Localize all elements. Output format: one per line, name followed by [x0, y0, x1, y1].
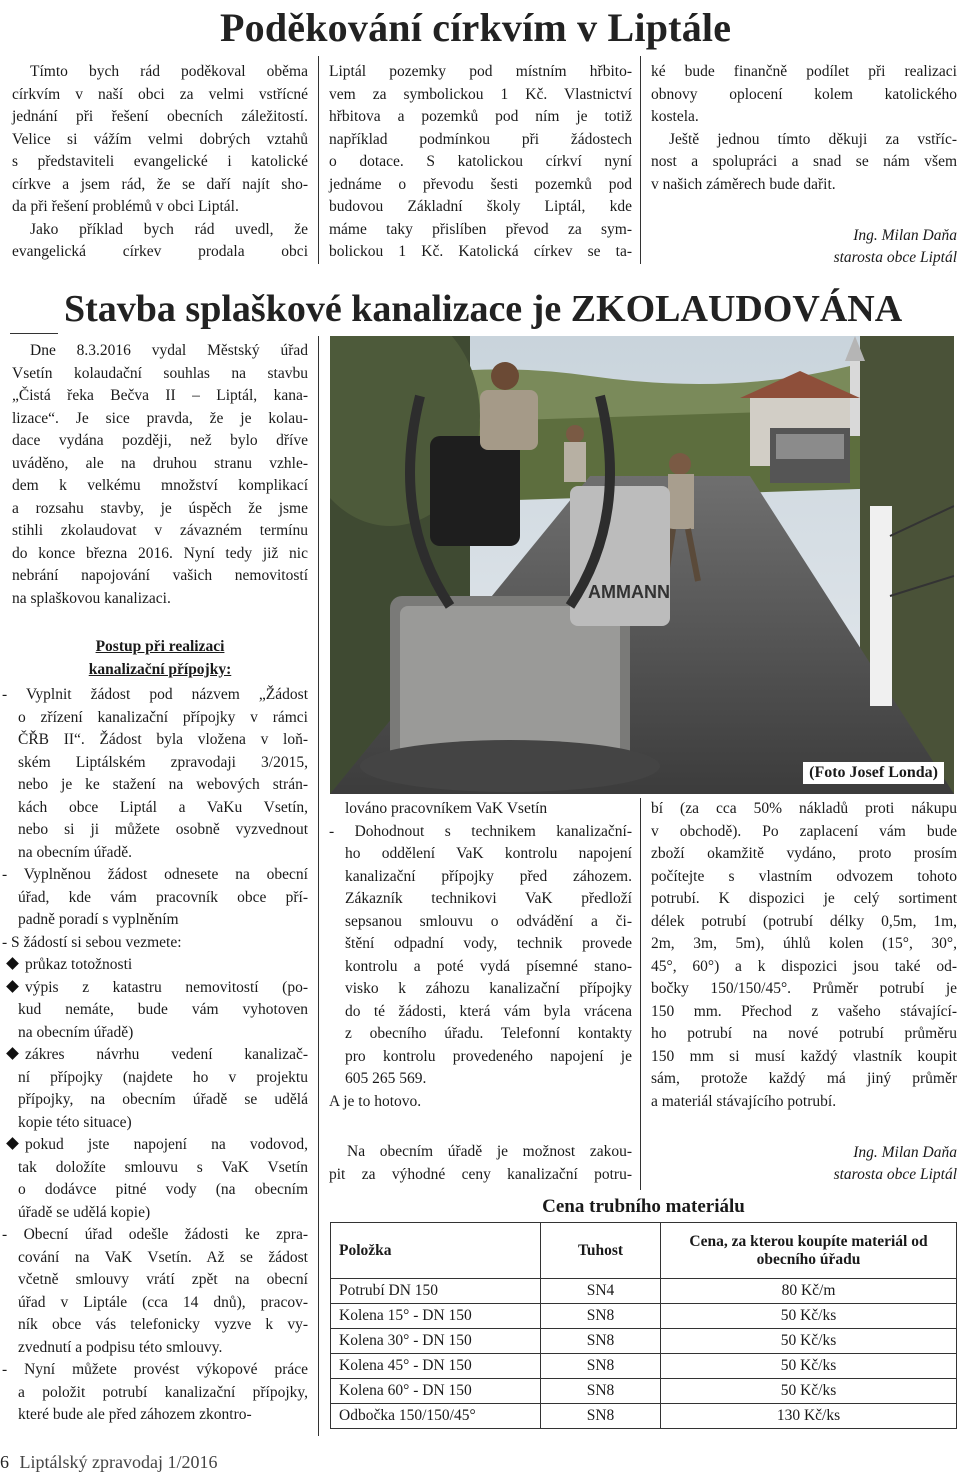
column-header-stiffness: Tuhost [541, 1223, 661, 1279]
text-line: Liptál pozemky pod místním hřbito- [329, 63, 632, 80]
text-line: do té žádosti, která vám byla vrácena [345, 1002, 632, 1020]
article1-col3 [651, 61, 957, 196]
text-line [2, 1044, 308, 1067]
text-line: ní přípojky (najdete ho v projektu [18, 1068, 308, 1086]
signature-role: starosta obce Liptál [833, 249, 957, 266]
text-line: 45°, 60°) a k dispozici jsou také od- [651, 957, 957, 975]
text-line: jednání při řešení obecních záležitostí. [12, 108, 308, 125]
article2-intro [12, 340, 308, 610]
bullet-text: průkaz totožnosti [25, 956, 133, 973]
text-line: lováno pracovníkem VaK Vsetín [345, 800, 548, 817]
text-line: s představiteli evangelické i katolické [12, 153, 308, 170]
table-row [331, 1329, 957, 1354]
text-line: církve a jsem rád, že se daří najít sho- [12, 175, 308, 193]
text-line: vem za symbolickou 1 Kč. Vlastnictví [329, 85, 632, 103]
bullet-text: pokud jste napojení na vodovod, [25, 1136, 308, 1153]
cell-item: Kolena 30° - DN 150 [331, 1329, 541, 1354]
bullet-item [2, 954, 308, 977]
text-line: - Vyplněnou žádost odnesete na obecní [2, 866, 308, 883]
table-row [331, 1379, 957, 1404]
text-line: pro kontrolu provedeného napojení je [345, 1047, 632, 1065]
procedure-heading-line: Postup při realizaci [95, 638, 225, 655]
text-line: v obchodě). Po zaplacení vám bude [651, 822, 957, 840]
article1-title: Poděkování církvím v Liptále [220, 5, 732, 50]
text-line: A je to hotovo. [329, 1092, 422, 1110]
cell-item: Potrubí DN 150 [331, 1279, 541, 1304]
cell-price: 50 Kč/ks [661, 1329, 957, 1354]
text-line: kách obce Liptál a VaKu Vsetín, [18, 798, 308, 816]
text-line: štění odpadní vody, technik provede [345, 935, 632, 952]
text-line: 605 265 569. [345, 1070, 427, 1087]
text-line: nebo je ke stažení na webových strán- [18, 776, 308, 793]
signature-role: starosta obce Liptál [833, 1166, 957, 1183]
text-line: ké bude finančně podílet při realizaci [651, 63, 957, 80]
cell-stiffness: SN8 [541, 1304, 661, 1329]
cell-stiffness: SN8 [541, 1379, 661, 1404]
cell-stiffness: SN8 [541, 1404, 661, 1429]
text-line: církvím v naší obci za velmi vstřícné [12, 85, 308, 103]
bullet-item [2, 1134, 308, 1224]
text-line: úřadě se udělá kopie) [18, 1203, 151, 1221]
table-row [331, 1304, 957, 1329]
column-divider [318, 336, 319, 1436]
text-line: a rozsahu stavby, je úspěch že jsme [12, 499, 308, 517]
price-table-title: Cena trubního materiálu [542, 1196, 745, 1217]
text-line: pit za výhodné ceny kanalizační potru- [329, 1165, 632, 1183]
text-line: sám, protože každý má jiný průměr [651, 1070, 957, 1087]
text-line: uváděno, ale na druhou stranu vzhle- [12, 454, 308, 472]
column-header-price: Cena, za kterou koupíte materiál od obecního úřadu [661, 1223, 957, 1279]
photo-credit: (Foto Josef Londa) [803, 762, 944, 784]
text-line: kud nemáte, bude vám vyhotoven [18, 1001, 308, 1018]
text-line: - Vyplnit žádost pod názvem „Žádost [2, 686, 308, 703]
cell-item: Kolena 60° - DN 150 [331, 1379, 541, 1404]
cell-price: 50 Kč/ks [661, 1379, 957, 1404]
article2-col2b [329, 1141, 632, 1186]
page-number: 6 [0, 1452, 9, 1472]
cell-stiffness: SN8 [541, 1354, 661, 1379]
text-line: da při řešení problémů v obci Liptál. [12, 198, 239, 215]
text-line: Vsetín kolaudační souhlas na stavbu [12, 364, 308, 382]
price-table [330, 1222, 957, 1429]
text-line: v našich záměrech bude dařit. [651, 175, 836, 193]
signature-name: Ing. Milan Daňa [853, 1144, 957, 1161]
cell-stiffness: SN8 [541, 1329, 661, 1354]
text-line: o zřízení kanalizační přípojky v rámci [18, 708, 308, 726]
text-line: jednáme o převodu šesti pozemků pod [329, 175, 632, 193]
text-line: kostela. [651, 108, 699, 125]
cell-item: Odbočka 150/150/45° [331, 1404, 541, 1429]
diamond-bullet-icon [6, 1047, 19, 1060]
text-line: Dne 8.3.2016 vydal Městský úřad [30, 342, 308, 359]
text-line: nebrání napojování vašich nemovitostí [12, 567, 308, 584]
text-line: bočky 150/150/45°. Průměr potrubí je [651, 980, 957, 997]
text-line: zvednutí a podpisu této smlouvy. [18, 1338, 223, 1356]
cell-price: 130 Kč/ks [661, 1404, 957, 1429]
text-line: hřbitova a pozemků pod ním je totiž [329, 108, 632, 125]
diamond-bullet-icon [6, 980, 19, 993]
text-line: na obecním úřadě) [18, 1023, 134, 1041]
text-line [2, 954, 308, 977]
text-line: dem k velkému množství komplikací [12, 477, 308, 494]
photo-signage-text: AMMANN [588, 582, 670, 602]
cell-price: 50 Kč/ks [661, 1354, 957, 1379]
text-line: z obecního úřadu. Telefonní kontakty [345, 1025, 632, 1042]
signature-name: Ing. Milan Daňa [853, 227, 957, 244]
procedure-heading [12, 636, 308, 681]
table-header-row [331, 1223, 957, 1279]
text-line: „Čistá řeka Bečva II – Liptál, kana- [12, 387, 308, 404]
text-line: nost a spolupráci a snad se nám všem [651, 153, 957, 170]
text-line: Ještě jednou tímto děkuji za vstříc- [669, 130, 957, 148]
column-divider [318, 56, 319, 264]
headline-rule [10, 333, 58, 334]
text-line: délek potrubí (potrubí délky 0,5m, 1m, [651, 912, 957, 930]
article2-title: Stavba splaškové kanalizace je ZKOLAUDOVÁNA [64, 288, 903, 330]
cell-price: 50 Kč/ks [661, 1304, 957, 1329]
diamond-bullet-icon [6, 1137, 19, 1150]
text-line: zboží okamžitě vydáno, proto prosím [651, 845, 957, 862]
text-line: Na obecním úřadě je možnost zakou- [347, 1143, 632, 1160]
text-line: - Dohodnout s technikem kanalizační- [329, 822, 632, 840]
column-divider [640, 798, 641, 1190]
bullet-item [2, 977, 308, 1045]
text-line: 150 mm. Přechod z vašeho stávající- [651, 1002, 957, 1020]
article1-col1 [12, 61, 308, 264]
text-line: o dotace. S katolickou církví nyní [329, 153, 632, 170]
text-line: 2m, 3m, 5m), úhlů kolen (15°, 30°, [651, 935, 957, 952]
text-line: nebo si ji můžete osobně vyzvednout [18, 821, 308, 838]
text-line: Jako příklad bych rád uvedl, že [30, 220, 308, 238]
text-line: tak doložíte smlouvu s VaK Vsetín [18, 1158, 308, 1176]
cell-item: Kolena 15° - DN 150 [331, 1304, 541, 1329]
text-line: a materiál stávajícího potrubí. [651, 1092, 837, 1110]
list-item [2, 1224, 308, 1359]
page-footer [0, 1452, 217, 1473]
article2-col3 [651, 798, 957, 1113]
text-line: stihli zkolaudovat v závazném termínu [12, 522, 308, 539]
article1-signature [651, 225, 957, 269]
text-line: do konce března 2016. Nyní tedy již nic [12, 544, 308, 562]
text-line: počítejte s vlastním odvozem tohoto [651, 867, 957, 885]
bullet-text: zákres návrhu vedení kanalizač- [25, 1046, 308, 1063]
text-line: bolickou 1 Kč. Katolická církev se ta- [329, 243, 632, 260]
text-line [2, 977, 308, 1000]
table-row [331, 1279, 957, 1304]
procedure-heading-line: kanalizační přípojky: [88, 660, 232, 678]
text-line: - S žádostí si sebou vezmete: [2, 933, 182, 951]
text-line: kontrolu a poté vydá písemné stano- [345, 957, 632, 975]
text-line: úřad v Liptále (cca 14 dnů), pracov- [18, 1293, 308, 1311]
article2-col2 [329, 798, 632, 1113]
text-line: ČŘB II“. Žádost byla vložena v loň- [18, 731, 308, 748]
text-line [2, 1134, 308, 1157]
list-item [2, 932, 308, 955]
text-line: které bude ale před záhozem zkontro- [18, 1406, 252, 1423]
text-line: 150 mm si musí každý vlastník koupit [651, 1047, 957, 1065]
text-line: máme taky přislíben převod za sym- [329, 220, 632, 238]
text-line: evangelická církev prodala obci [12, 243, 308, 260]
text-line: ském Liptálském zpravodaji 3/2015, [18, 753, 308, 771]
text-line: ník obce vás telefonicky vyzve k vy- [18, 1316, 308, 1333]
text-line: budovou Základní školy Liptál, kde [329, 198, 632, 215]
text-line: Tímto bych rád poděkoval oběma [30, 63, 308, 80]
text-line: ho potrubí na nové potrubí průměru [651, 1025, 957, 1042]
cell-price: 80 Kč/m [661, 1279, 957, 1304]
column-divider [640, 56, 641, 264]
list-item [2, 1359, 308, 1427]
text-line: Velice si vážím velmi dobrých vztahů [12, 130, 308, 148]
diamond-bullet-icon [6, 957, 19, 970]
list-item [2, 864, 308, 932]
text-line: - Obecní úřad odešle žádosti ke zpra- [2, 1226, 308, 1243]
procedure-steps [2, 684, 308, 1427]
list-item [2, 684, 308, 864]
road-roller-photo [330, 336, 954, 794]
bullet-item [2, 1044, 308, 1134]
text-line: obnovy oplocení kolem katolického [651, 85, 957, 103]
text-line: a položit potrubí kanalizační přípojky, [18, 1383, 308, 1401]
text-line: kanalizační přípojky před záhozem. [345, 867, 632, 885]
bullet-text: výpis z katastru nemovitostí (po- [25, 978, 308, 996]
column-header-item: Položka [331, 1223, 541, 1279]
article2-signature [651, 1142, 957, 1186]
text-line: dace vydána později, než bylo dříve [12, 432, 308, 449]
text-line: ho oddělení VaK kontrolu napojení [345, 845, 632, 862]
table-row [331, 1354, 957, 1379]
text-line: například podmínkou při žádostech [329, 130, 632, 148]
text-line: úřad, kde vám pracovník obce pří- [18, 888, 308, 906]
text-line: lizace“. Je sice pravda, že je kolau- [12, 409, 308, 427]
text-line: bí (za cca 50% nákladů proti nákupu [651, 800, 957, 817]
text-line: sepsanou smlouvu o odvádění a či- [345, 912, 632, 930]
text-line: Zákazník technikovi VaK předloží [345, 890, 632, 907]
text-line: - Nyní můžete provést výkopové práce [2, 1361, 308, 1378]
text-line: včetně smlouvy vrátí zpět na obecní [18, 1271, 308, 1288]
magazine-name: Liptálský zpravodaj 1/2016 [19, 1452, 218, 1472]
text-line: cování na VaK Vsetín. Až se žádost [18, 1248, 308, 1266]
text-line: na obecním úřadě. [18, 843, 133, 861]
text-line: padně poradí s vyplněním [18, 911, 179, 928]
text-line: na splaškovou kanalizaci. [12, 589, 171, 607]
text-line: o dodávce pitné vody (na obecním [18, 1181, 308, 1198]
article1-col2 [329, 61, 632, 264]
text-line: kopie této situace) [18, 1113, 132, 1131]
text-line: přípojky, na obecním úřadě se udělá [18, 1091, 308, 1108]
text-line: visko k záhozu kanalizační přípojky [345, 980, 632, 997]
cell-stiffness: SN4 [541, 1279, 661, 1304]
cell-item: Kolena 45° - DN 150 [331, 1354, 541, 1379]
construction-photo [330, 336, 954, 794]
text-line: potrubí. K dispozici je celý sortiment [651, 890, 957, 907]
table-row [331, 1404, 957, 1429]
